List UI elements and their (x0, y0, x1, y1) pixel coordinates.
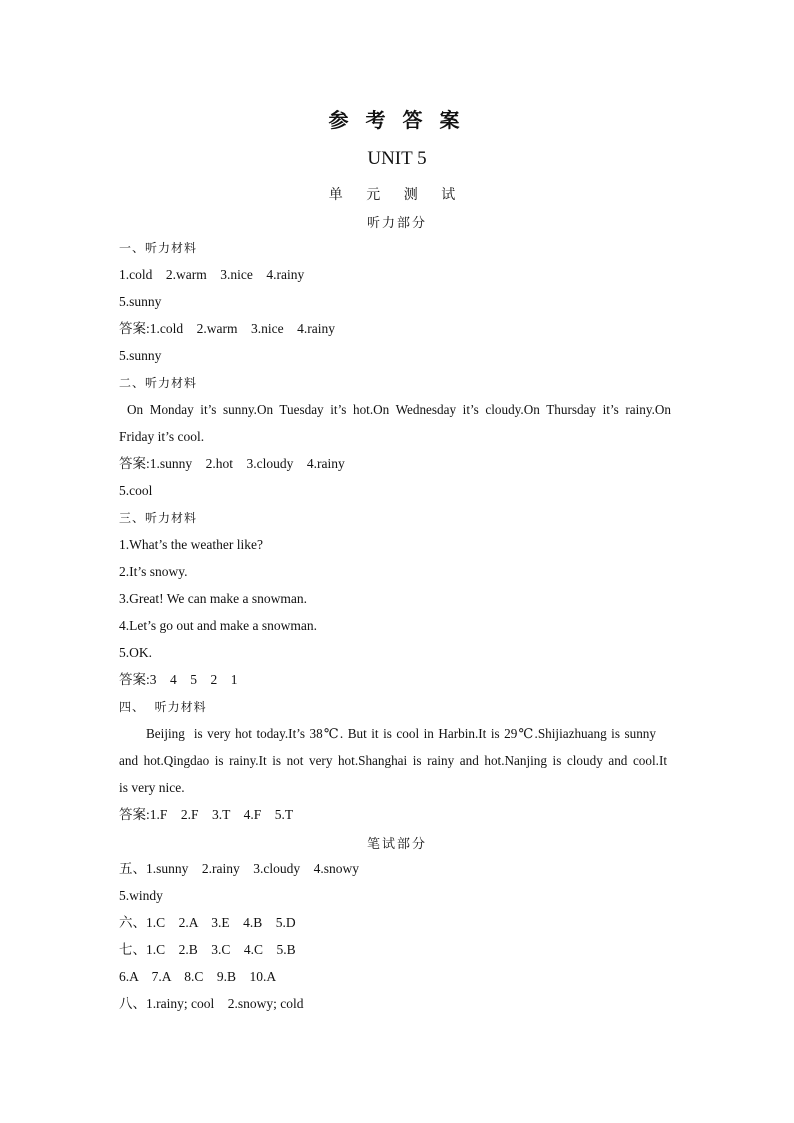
writing-part-heading: 笔试部分 (366, 836, 427, 851)
page-title: 参 考 答 案 (328, 110, 466, 132)
section-1-heading: 一、听力材料 (119, 241, 198, 255)
section-3-line-2: 2.It’s snowy. (119, 564, 188, 579)
section-4-answer: 答案:1.F 2.F 3.T 4.F 5.T (119, 807, 294, 822)
section-3-answer: 答案:3 4 5 2 1 (119, 672, 238, 687)
section-4-heading: 四、 听力材料 (119, 700, 207, 714)
section-3-heading: 三、听力材料 (119, 511, 198, 525)
section-4-material: Beijing is very hot today.It’s 38℃. But it is cool in Harbin.It is 29℃.Shijiazhuang is sunny (146, 726, 656, 741)
listening-part-heading: 听力部分 (366, 215, 427, 230)
section-2-answer: 答案:1.sunny 2.hot 3.cloudy 4.rainy (119, 456, 345, 471)
section-2-heading: 二、听力材料 (119, 376, 198, 390)
section-2-answer-cont: 5.cool (119, 483, 153, 498)
section-3-line-5: 5.OK. (119, 645, 152, 660)
test-subtitle: 单 元 测 试 (328, 188, 466, 203)
section-2-material-cont: Friday it’s cool. (119, 429, 205, 444)
section-7-answer-cont: 6.A 7.A 8.C 9.B 10.A (119, 969, 277, 984)
section-7-answer: 七、1.C 2.B 3.C 4.C 5.B (119, 942, 296, 957)
section-3-line-3: 3.Great! We can make a snowman. (119, 591, 307, 606)
section-1-material-cont: 5.sunny (119, 294, 162, 309)
section-3-line-4: 4.Let’s go out and make a snowman. (119, 618, 317, 633)
section-8-answer: 八、1.rainy; cool 2.snowy; cold (119, 996, 304, 1011)
section-1-answer: 答案:1.cold 2.warm 3.nice 4.rainy (119, 321, 335, 336)
section-4-material-end: is very nice. (119, 780, 185, 795)
section-1-material: 1.cold 2.warm 3.nice 4.rainy (119, 267, 305, 282)
section-3-line-1: 1.What’s the weather like? (119, 537, 263, 552)
section-6-answer: 六、1.C 2.A 3.E 4.B 5.D (119, 915, 296, 930)
section-5-answer-cont: 5.windy (119, 888, 163, 903)
unit-heading: UNIT 5 (367, 148, 427, 169)
section-5-answer: 五、1.sunny 2.rainy 3.cloudy 4.snowy (119, 861, 359, 876)
section-4-material-cont: and hot.Qingdao is rainy.It is not very hot.Shanghai is rainy and hot.Nanjing is cloudy and cool.It (119, 753, 667, 768)
section-2-material: On Monday it’s sunny.On Tuesday it’s hot.On Wednesday it’s cloudy.On Thursday it’s rainy.On (127, 402, 671, 417)
section-1-answer-cont: 5.sunny (119, 348, 162, 363)
